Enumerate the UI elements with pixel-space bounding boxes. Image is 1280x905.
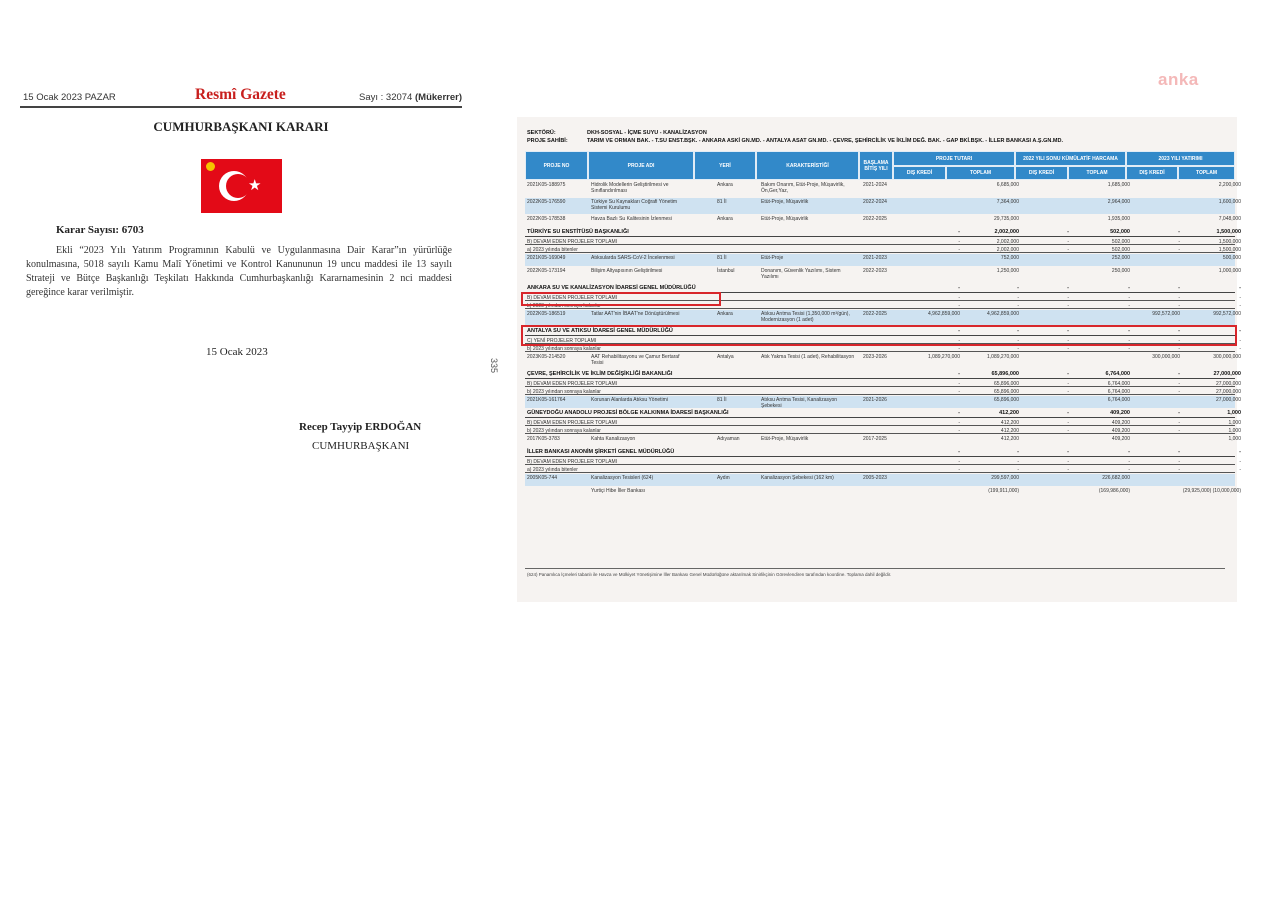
cell-yeri: Adıyaman <box>717 436 740 442</box>
cell-kh-dk: - <box>1067 459 1069 465</box>
cell-kh-t: - <box>1128 449 1130 455</box>
cell-kh-t: 1,685,000 <box>1107 182 1130 188</box>
cell-pt-dk: - <box>958 338 960 344</box>
cell-kh-t: - <box>1128 459 1130 465</box>
signer-role: CUMHURBAŞKANI <box>312 440 410 452</box>
cell-proje-adi: Havza Bazlı Su Kalitesinin İzlenmesi <box>591 216 672 222</box>
cell-proje-no: 2022K05-176590 <box>527 199 566 205</box>
star-icon: ★ <box>248 177 262 194</box>
cell-pt-t: - <box>1017 346 1019 352</box>
header-kumulatif: 2022 YILI SONU KÜMÜLATİF HARCAMA <box>1015 151 1126 166</box>
cell-yeri: 81 İl <box>717 255 727 261</box>
cell-kh-dk: - <box>1067 467 1069 473</box>
cell-section-title: B) DEVAM EDEN PROJELER TOPLAMI <box>527 459 618 465</box>
cell-kh-t: - <box>1128 295 1130 301</box>
anka-watermark: anka <box>1158 70 1199 89</box>
section-row <box>525 228 1241 237</box>
cell-pt-dk: - <box>958 420 960 426</box>
cell-yy-t: - <box>1239 459 1241 465</box>
cell-kh-dk: - <box>1067 410 1069 416</box>
cell-pt-t: 65,896,000 <box>993 381 1019 387</box>
header-kh-toplam: TOPLAM <box>1068 166 1126 180</box>
cell-yy-t: - <box>1239 303 1241 309</box>
cell-karakteristik: Atık Yakma Tesisi (1 adet), Rehabilitasyon <box>761 354 855 360</box>
cell-proje-no: 2023K05-214520 <box>527 354 566 360</box>
cell-yy-dk: - <box>1178 449 1180 455</box>
cell-section-title: B) DEVAM EDEN PROJELER TOPLAMI <box>527 381 618 387</box>
subtotal-row <box>525 458 1241 465</box>
cell-yy-t: 27,000,000 <box>1215 381 1241 387</box>
cell-kh-t: 409,200 <box>1110 410 1130 416</box>
cell-kh-t: 409,200 <box>1111 436 1130 442</box>
cell-yil: 2022-2025 <box>863 216 887 222</box>
cell-kh-t: 502,000 <box>1111 247 1130 253</box>
cell-proje-adi: Bilişim Altyapısının Geliştirilmesi <box>591 268 663 274</box>
cell-yil: 2021-2024 <box>863 182 887 188</box>
page-number: 335 <box>489 358 499 374</box>
table-row <box>525 353 1241 369</box>
subtotal-row <box>525 345 1241 352</box>
cell-yeri: 81 İl <box>717 397 727 403</box>
cell-karakteristik: Etüt-Proje <box>761 255 784 261</box>
cell-kh-dk: - <box>1067 285 1069 291</box>
cell-yy-dk: - <box>1178 303 1180 309</box>
cell-section-title: b) 2023 yılından sonraya kalanlar <box>527 389 601 395</box>
cell-kh-t: - <box>1128 328 1130 334</box>
table-row <box>525 435 1241 447</box>
cell-karakteristik: Donanım, Güvenlik Yazılımı, Sistem Yazılımı <box>761 268 841 280</box>
cell-pt-t: 299,597,000 <box>991 475 1019 481</box>
cell-yy-dk: - <box>1178 338 1180 344</box>
cell-yy-t: 300,000,000 <box>1213 354 1241 360</box>
cell-kh-dk: - <box>1067 371 1069 377</box>
cell-pt-dk: - <box>958 229 960 235</box>
cell-pt-dk: - <box>958 247 960 253</box>
cell-section-title: C) YENİ PROJELER TOPLAMI <box>527 338 597 344</box>
cell-pt-t: - <box>1017 449 1019 455</box>
cell-yy-t: 1,500,000 <box>1218 239 1241 245</box>
cell-kh-dk: - <box>1067 449 1069 455</box>
cell-pt-t: 4,962,859,000 <box>987 311 1019 317</box>
cell-kh-t: - <box>1128 346 1130 352</box>
cell-kh-t: 502,000 <box>1110 229 1130 235</box>
cell-yy-t: - <box>1239 346 1241 352</box>
cell-pt-dk: - <box>958 381 960 387</box>
cell-pt-t: 752,000 <box>1000 255 1019 261</box>
cell-pt-t: 412,200 <box>1000 420 1019 426</box>
owner-label: PROJE SAHİBİ: <box>527 138 568 144</box>
table-row <box>525 487 1241 503</box>
gazette-page <box>20 82 462 482</box>
header-yeri: YERİ <box>694 151 756 180</box>
section-row <box>525 409 1241 418</box>
cell-kh-t: 226,682,000 <box>1102 475 1130 481</box>
table-row <box>525 215 1241 227</box>
cell-yy-t: 27,000,000 <box>1213 371 1241 377</box>
cell-yy-dk: - <box>1178 229 1180 235</box>
cell-kh-t: - <box>1128 285 1130 291</box>
crescent-inner <box>226 174 250 198</box>
cell-pt-t: 2,002,000 <box>994 229 1019 235</box>
cell-yy-dk: - <box>1178 381 1180 387</box>
cell-yy-dk: - <box>1178 410 1180 416</box>
cell-yy-t: - <box>1239 449 1241 455</box>
cell-pt-dk: - <box>958 346 960 352</box>
cell-karakteristik: Atıksu Arıtma Tesisi, Kanalizasyon Şebekesi <box>761 397 838 409</box>
cell-kh-dk: - <box>1067 381 1069 387</box>
cell-kh-dk: - <box>1067 420 1069 426</box>
cell-yy-dk: 992,572,000 <box>1152 311 1180 317</box>
cell-yy-t: - <box>1239 285 1241 291</box>
cell-pt-dk: 1,089,270,000 <box>928 354 960 360</box>
cell-pt-dk: - <box>958 328 960 334</box>
header-pt-dis-kredi: DIŞ KREDİ <box>893 166 946 180</box>
cell-pt-t: 65,896,000 <box>991 371 1019 377</box>
cell-yil: 2017-2025 <box>863 436 887 442</box>
subtotal-row <box>525 380 1241 387</box>
cell-yy-t: 1,000 <box>1227 410 1241 416</box>
footnote-rule <box>525 568 1225 569</box>
cell-proje-adi: Kahta Kanalizasyon <box>591 436 636 442</box>
cell-section-title: a) 2023 yılında bitenler <box>527 467 578 473</box>
cell-proje-no: 2021K05-188975 <box>527 182 566 188</box>
cell-yy-t: - <box>1239 338 1241 344</box>
cell-kh-t: 250,000 <box>1111 268 1130 274</box>
header-karakteristigi: KARAKTERİSTİĞİ <box>756 151 859 180</box>
cell-kh-t: 2,964,000 <box>1107 199 1130 205</box>
cell-pt-t: 412,200 <box>1000 428 1019 434</box>
table-row <box>525 181 1241 197</box>
cell-yy-t: 7,048,000 <box>1218 216 1241 222</box>
cell-section-title: B) DEVAM EDEN PROJELER TOPLAMI <box>527 295 618 301</box>
cell-yy-dk: - <box>1178 239 1180 245</box>
cell-yeri: Aydın <box>717 475 730 481</box>
cell-section-title: a) 2023 yılında bitenler <box>527 247 578 253</box>
gazette-header <box>20 86 462 106</box>
cell-yy-t: 1,500,000 <box>1216 229 1241 235</box>
cell-yy-dk: - <box>1178 371 1180 377</box>
signed-date: 15 Ocak 2023 <box>206 346 268 358</box>
subtotal-row <box>525 427 1241 434</box>
cell-section-title: ANTALYA SU VE ATIKSU İDARESİ GENEL MÜDÜRLÜĞÜ <box>527 328 673 334</box>
cell-proje-no: 2021K05-169049 <box>527 255 566 261</box>
cell-yy-dk: - <box>1178 467 1180 473</box>
cell-pt-t: 65,896,000 <box>993 389 1019 395</box>
subtotal-row <box>525 238 1241 245</box>
cell-karakteristik: Kanalizasyon Şebekesi (162 km) <box>761 475 834 481</box>
cell-yy-t: 992,572,000 <box>1213 311 1241 317</box>
cell-yy-t: 1,000 <box>1228 428 1241 434</box>
gazette-issue <box>359 92 462 103</box>
cell-section-title: b) 2023 yılından sonraya kalanlar <box>527 346 601 352</box>
cell-kh-dk: - <box>1067 428 1069 434</box>
cell-yeri: Ankara <box>717 311 733 317</box>
turkish-flag-icon <box>201 159 282 213</box>
table-header <box>525 151 1235 180</box>
cell-kh-t: 6,764,000 <box>1107 381 1130 387</box>
cell-karakteristik: Bakım Onarım, Etüt-Proje, Müşavirlik, Ön,Ger,Yaz, <box>761 182 845 194</box>
cell-pt-t: 1,089,270,000 <box>987 354 1019 360</box>
cell-kh-t: 502,000 <box>1111 239 1130 245</box>
sector-label: SEKTÖRÜ: <box>527 130 556 136</box>
cell-yy-dk: - <box>1178 428 1180 434</box>
cell-pt-t: - <box>1017 328 1019 334</box>
owner-line <box>527 138 1063 144</box>
cell-yy-t: 500,000 <box>1222 255 1241 261</box>
header-proje-tutari: PROJE TUTARI <box>893 151 1015 166</box>
issue-extra: (Mükerrer) <box>415 92 462 103</box>
owner-value: TARIM VE ORMAN BAK. - T.SU ENST.BŞK. - ANKARA ASKİ GN.MD. - ANTALYA ASAT GN.MD. - ÇEVRE, ŞEHİRCİLİK VE İKLİM DEĞ. BAK. - GAP BKİ.BŞK. - İLLER BANKASI A.Ş.GN.MD. <box>587 138 1063 144</box>
table-row <box>525 474 1235 486</box>
cell-kh-dk: - <box>1067 389 1069 395</box>
cell-pt-dk: - <box>958 467 960 473</box>
cell-pt-dk: - <box>958 449 960 455</box>
decision-heading: CUMHURBAŞKANI KARARI <box>153 119 329 134</box>
subtotal-row <box>525 419 1241 426</box>
cell-pt-t: 2,002,000 <box>996 239 1019 245</box>
cell-yil: 2023-2026 <box>863 354 887 360</box>
cell-yy-t: 27,000,000 <box>1215 389 1241 395</box>
cell-yy-t: - <box>1239 467 1241 473</box>
cell-kh-t: 409,200 <box>1111 428 1130 434</box>
subtotal-row <box>525 466 1241 473</box>
cell-proje-adi: Korunan Alanlarda Atıksu Yönetimi <box>591 397 668 403</box>
seal-dot <box>206 162 215 171</box>
cell-proje-adi: Kanalizasyon Tesisleri (624) <box>591 475 654 481</box>
cell-kh-t: 6,764,000 <box>1105 371 1130 377</box>
cell-yil: 2022-2024 <box>863 199 887 205</box>
cell-kh-t: (169,986,000) <box>1098 488 1130 494</box>
cell-kh-dk: - <box>1067 303 1069 309</box>
cell-yy-dk: 300,000,000 <box>1152 354 1180 360</box>
cell-yy-dk: - <box>1178 459 1180 465</box>
cell-kh-dk: - <box>1067 338 1069 344</box>
cell-karakteristik: Etüt-Proje, Müşavirlik <box>761 436 809 442</box>
cell-pt-t: 6,685,000 <box>996 182 1019 188</box>
cell-yy-dk: - <box>1178 420 1180 426</box>
cell-kh-dk: - <box>1067 247 1069 253</box>
cell-kh-t: 252,000 <box>1111 255 1130 261</box>
cell-yy-dk: - <box>1178 346 1180 352</box>
cell-pt-dk: - <box>958 410 960 416</box>
cell-kh-dk: - <box>1067 229 1069 235</box>
cell-section-title: ÇEVRE, ŞEHİRCİLİK VE İKLİM DEĞİŞİKLİĞİ BAKANLIĞI <box>527 371 673 377</box>
cell-yy-t: - <box>1239 295 1241 301</box>
footnote: (624) Panamlıca İçmeleri tabanlı ile Havza ve Mülkiyet Yönetişimine İller Bankası Genel Müdürlüğüne aktarılmak Sinirlikçinin Görevlendiren tarafından koordine. Toplama dahil değildir. <box>527 572 892 577</box>
decision-body: Ekli “2023 Yılı Yatırım Programının Kabulü ve Uygulanmasına Dair Karar”ın yürürlüğe konulmasına, 5018 sayılı Kamu Malî Yönetimi ve Kontrol Kanununun 19 uncu maddesi ile 13 sayılı Strateji ve Bütçe Başkanlığı Teşkilatı Hakkında Cumhurbaşkanlığı Kararnamesinin 2 nci maddesi gereğince karar verilmiştir. <box>26 245 452 298</box>
cell-section-title: b) 2023 yılından sonraya kalanlar <box>527 428 601 434</box>
cell-proje-adi: Hidrolik Modellerin Geliştirilmesi ve Sınıflandırılması <box>591 182 669 194</box>
table-row <box>525 267 1241 283</box>
cell-yy-dk: - <box>1178 295 1180 301</box>
cell-pt-dk: - <box>958 295 960 301</box>
cell-pt-t: - <box>1017 303 1019 309</box>
cell-kh-t: - <box>1128 338 1130 344</box>
gazette-date: 15 Ocak 2023 PAZAR <box>23 92 116 103</box>
cell-section-title: GÜNEYDOĞU ANADOLU PROJESİ BÖLGE KALKINMA İDARESİ BAŞKANLIĞI <box>527 410 729 416</box>
cell-proje-no: 2017K05-3783 <box>527 436 560 442</box>
cell-karakteristik: Etüt-Proje, Müşavirlik <box>761 199 809 205</box>
header-pt-toplam: TOPLAM <box>946 166 1015 180</box>
cell-pt-dk: 4,962,859,000 <box>928 311 960 317</box>
cell-section-title: B) DEVAM EDEN PROJELER TOPLAMI <box>527 420 618 426</box>
cell-proje-no: 2005K05-744 <box>527 475 558 481</box>
cell-karakteristik: Etüt-Proje, Müşavirlik <box>761 216 809 222</box>
cell-kh-t: 6,764,000 <box>1107 389 1130 395</box>
cell-pt-dk: - <box>958 303 960 309</box>
table-row <box>525 396 1241 409</box>
cell-pt-dk: - <box>958 428 960 434</box>
cell-yil: 2005-2023 <box>863 475 887 481</box>
cell-section-title: B) DEVAM EDEN PROJELER TOPLAMI <box>527 239 618 245</box>
cell-kh-t: 409,200 <box>1111 420 1130 426</box>
cell-proje-no: 2022K05-178538 <box>527 216 566 222</box>
cell-yeri: Antalya <box>717 354 734 360</box>
cell-pt-t: 412,200 <box>999 410 1019 416</box>
cell-section-title: b) 2023 yılından sonraya kalanlar <box>527 303 601 309</box>
cell-proje-no: 2022K05-173194 <box>527 268 566 274</box>
cell-kh-dk: - <box>1067 239 1069 245</box>
header-baslama: BAŞLAMA BİTİŞ YILI <box>859 151 893 180</box>
cell-pt-t: 412,200 <box>1000 436 1019 442</box>
cell-yy-dk: - <box>1178 389 1180 395</box>
header-proje-no: PROJE NO <box>525 151 588 180</box>
header-proje-adi: PROJE ADI <box>588 151 694 180</box>
cell-pt-t: - <box>1017 459 1019 465</box>
cell-yy-dk: - <box>1178 247 1180 253</box>
cell-pt-t: 29,735,000 <box>993 216 1019 222</box>
cell-kh-dk: - <box>1067 295 1069 301</box>
cell-yy-t: 27,000,000 <box>1215 397 1241 403</box>
cell-kh-dk: - <box>1067 346 1069 352</box>
cell-kh-t: - <box>1128 467 1130 473</box>
cell-section-title: İLLER BANKASI ANONİM ŞİRKETİ GENEL MÜDÜRLÜĞÜ <box>527 449 675 455</box>
gazette-title: Resmî Gazete <box>195 86 286 103</box>
cell-yy-t: 1,000 <box>1228 420 1241 426</box>
cell-section-title: TÜRKİYE SU ENSTİTÜSÜ BAŞKANLIĞI <box>527 229 629 235</box>
subtotal-row <box>525 246 1241 253</box>
cell-yil: 2022-2023 <box>863 268 887 274</box>
cell-pt-t: - <box>1017 338 1019 344</box>
cell-pt-t: 1,250,000 <box>996 268 1019 274</box>
section-row <box>525 448 1241 457</box>
cell-yil: 2021-2023 <box>863 255 887 261</box>
cell-yy-t: - <box>1239 328 1241 334</box>
cell-pt-t: (199,911,000) <box>988 488 1019 494</box>
cell-pt-dk: - <box>958 239 960 245</box>
cell-proje-adi: Tatlar AAT'nin İBAAT'ne Dönüştürülmesi <box>591 311 680 317</box>
cell-pt-t: 65,896,000 <box>993 397 1019 403</box>
cell-kh-dk: - <box>1067 328 1069 334</box>
cell-pt-dk: - <box>958 285 960 291</box>
header-yy-dis-kredi: DIŞ KREDİ <box>1126 166 1178 180</box>
cell-proje-no: 2021K05-161764 <box>527 397 566 403</box>
highlight-box-tatlar <box>521 325 1237 346</box>
cell-pt-t: - <box>1017 295 1019 301</box>
cell-proje-adi: Türkiye Su Kaynakları Coğrafi Yönetim Sistemi Kurulumu <box>591 199 678 211</box>
cell-yy-t: (29,925,000) (10,000,000) <box>1182 488 1241 494</box>
cell-yeri: İstanbul <box>717 268 735 274</box>
cell-pt-t: 7,364,000 <box>996 199 1019 205</box>
cell-yil: 2022-2025 <box>863 311 887 317</box>
cell-pt-dk: - <box>958 389 960 395</box>
cell-kh-t: - <box>1128 303 1130 309</box>
cell-yy-dk: - <box>1178 285 1180 291</box>
cell-kh-t: 6,764,000 <box>1107 397 1130 403</box>
cell-proje-adi: Atıksularda SARS-CoV-2 İncelenmesi <box>591 255 675 261</box>
issue-label: Sayı : 32074 <box>359 92 413 103</box>
cell-pt-t: - <box>1017 285 1019 291</box>
cell-yy-t: 1,500,000 <box>1218 247 1241 253</box>
cell-proje-no: 2022K05-186519 <box>527 311 566 317</box>
sector-line <box>527 130 707 136</box>
cell-yeri: Ankara <box>717 182 733 188</box>
cell-pt-dk: - <box>958 459 960 465</box>
header-rule <box>20 106 462 108</box>
table-row <box>525 254 1241 266</box>
cell-yeri: Ankara <box>717 216 733 222</box>
cell-section-title: ANKARA SU VE KANALİZASYON İDARESİ GENEL MÜDÜRLÜĞÜ <box>527 285 696 291</box>
signer-name: Recep Tayyip ERDOĞAN <box>299 421 422 433</box>
sector-value: DKH-SOSYAL - İÇME SUYU - KANALİZASYON <box>587 130 707 136</box>
cell-karakteristik: Atıksu Arıtma Tesisi (1,350,000 m³/gün), Modernizasyon (1 adet) <box>761 311 850 323</box>
cell-kh-t: 1,935,000 <box>1107 216 1130 222</box>
cell-yeri: 81 İl <box>717 199 727 205</box>
cell-yil: 2021-2026 <box>863 397 887 403</box>
cell-yy-t: 1,600,000 <box>1218 199 1241 205</box>
cell-pt-t: - <box>1017 467 1019 473</box>
header-yy-toplam: TOPLAM <box>1178 166 1235 180</box>
table-row <box>525 310 1241 326</box>
cell-yy-dk: - <box>1178 328 1180 334</box>
header-yatirim: 2023 YILI YATIRIMI <box>1126 151 1235 166</box>
decision-number: Karar Sayısı: 6703 <box>56 224 144 236</box>
highlight-box-aski <box>521 292 721 306</box>
cell-proje-adi: Yurtiçi Hibe İller Bankası <box>591 488 646 494</box>
cell-yy-t: 2,200,000 <box>1218 182 1241 188</box>
header-kh-dis-kredi: DIŞ KREDİ <box>1015 166 1068 180</box>
cell-yy-t: 1,000,000 <box>1218 268 1241 274</box>
investment-table-page <box>517 117 1241 602</box>
cell-pt-dk: - <box>958 371 960 377</box>
cell-yy-t: 1,000 <box>1228 436 1241 442</box>
subtotal-row <box>525 388 1241 395</box>
cell-pt-t: 2,002,000 <box>996 247 1019 253</box>
table-row <box>525 198 1241 214</box>
cell-proje-adi: AAT Rehabilitasyonu ve Çamur Bertaraf Tesisi <box>591 354 680 366</box>
section-row <box>525 370 1241 379</box>
